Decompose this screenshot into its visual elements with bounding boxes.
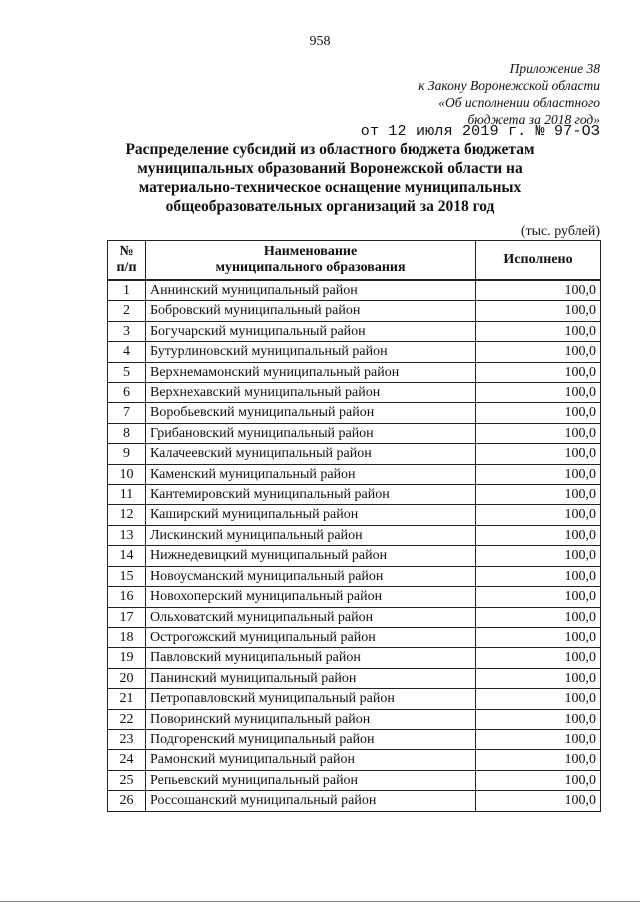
row-number: 26 bbox=[108, 791, 146, 811]
row-number: 11 bbox=[108, 485, 146, 505]
row-number: 4 bbox=[108, 342, 146, 362]
table-row bbox=[108, 668, 601, 688]
table-row bbox=[108, 403, 601, 423]
row-executed-value: 100,0 bbox=[476, 709, 601, 729]
row-executed-value: 100,0 bbox=[476, 485, 601, 505]
row-municipality-name: Лискинский муниципальный район bbox=[146, 525, 476, 545]
table-row bbox=[108, 321, 601, 341]
row-municipality-name: Рамонский муниципальный район bbox=[146, 750, 476, 770]
row-municipality-name: Богучарский муниципальный район bbox=[146, 321, 476, 341]
table-row bbox=[108, 689, 601, 709]
row-number: 10 bbox=[108, 464, 146, 484]
row-municipality-name: Нижнедевицкий муниципальный район bbox=[146, 546, 476, 566]
row-executed-value: 100,0 bbox=[476, 587, 601, 607]
row-number: 16 bbox=[108, 587, 146, 607]
header-name-line: Наименование bbox=[263, 244, 358, 259]
row-municipality-name: Поворинский муниципальный район bbox=[146, 709, 476, 729]
row-executed-value: 100,0 bbox=[476, 342, 601, 362]
row-number: 18 bbox=[108, 627, 146, 647]
row-executed-value: 100,0 bbox=[476, 362, 601, 382]
row-municipality-name: Бобровский муниципальный район bbox=[146, 301, 476, 321]
units-label: (тыс. рублей) bbox=[520, 224, 600, 239]
row-executed-value: 100,0 bbox=[476, 444, 601, 464]
table-row bbox=[108, 362, 601, 382]
row-number: 8 bbox=[108, 423, 146, 443]
page-number: 958 bbox=[309, 34, 331, 49]
row-number: 23 bbox=[108, 729, 146, 749]
row-municipality-name: Новохоперский муниципальный район bbox=[146, 587, 476, 607]
row-number: 20 bbox=[108, 668, 146, 688]
row-executed-value: 100,0 bbox=[476, 668, 601, 688]
appendix-line: Приложение 38 bbox=[509, 61, 600, 76]
table-row bbox=[108, 505, 601, 525]
row-number: 7 bbox=[108, 403, 146, 423]
row-number: 12 bbox=[108, 505, 146, 525]
header-number bbox=[108, 241, 146, 281]
row-municipality-name: Аннинский муниципальный район bbox=[146, 280, 476, 301]
row-municipality-name: Панинский муниципальный район bbox=[146, 668, 476, 688]
row-executed-value: 100,0 bbox=[476, 770, 601, 790]
header-number-line: п/п bbox=[116, 260, 137, 275]
row-municipality-name: Грибановский муниципальный район bbox=[146, 423, 476, 443]
table-row bbox=[108, 280, 601, 301]
table-row bbox=[108, 342, 601, 362]
row-number: 3 bbox=[108, 321, 146, 341]
row-municipality-name: Каменский муниципальный район bbox=[146, 464, 476, 484]
table-row bbox=[108, 546, 601, 566]
row-executed-value: 100,0 bbox=[476, 321, 601, 341]
row-municipality-name: Павловский муниципальный район bbox=[146, 648, 476, 668]
row-number: 13 bbox=[108, 525, 146, 545]
row-municipality-name: Воробьевский муниципальный район bbox=[146, 403, 476, 423]
row-municipality-name: Острогожский муниципальный район bbox=[146, 627, 476, 647]
law-date-stamp: от 12 июля 2019 г. № 97-ОЗ bbox=[360, 123, 600, 140]
header-name bbox=[146, 241, 476, 281]
row-executed-value: 100,0 bbox=[476, 729, 601, 749]
table-row bbox=[108, 607, 601, 627]
row-municipality-name: Каширский муниципальный район bbox=[146, 505, 476, 525]
table-row bbox=[108, 566, 601, 586]
table-body bbox=[108, 280, 601, 811]
table-row bbox=[108, 423, 601, 443]
table-row bbox=[108, 301, 601, 321]
table-row bbox=[108, 525, 601, 545]
page-bottom-divider bbox=[0, 901, 640, 902]
row-executed-value: 100,0 bbox=[476, 464, 601, 484]
row-executed-value: 100,0 bbox=[476, 423, 601, 443]
row-executed-value: 100,0 bbox=[476, 546, 601, 566]
row-executed-value: 100,0 bbox=[476, 403, 601, 423]
table-row bbox=[108, 729, 601, 749]
appendix-line: «Об исполнении областного bbox=[438, 95, 600, 110]
appendix-block bbox=[418, 60, 600, 128]
row-municipality-name: Верхнехавский муниципальный район bbox=[146, 383, 476, 403]
header-name-line: муниципального образования bbox=[215, 260, 406, 275]
row-municipality-name: Верхнемамонский муниципальный район bbox=[146, 362, 476, 382]
table-row bbox=[108, 464, 601, 484]
table-row bbox=[108, 750, 601, 770]
row-number: 5 bbox=[108, 362, 146, 382]
document-title: Распределение субсидий из областного бюджета бюджетам муниципальных образований Воронежской области на материально-техническое оснащение муниципальных общеобразовательных организаций за 2018 год bbox=[125, 141, 535, 215]
row-number: 25 bbox=[108, 770, 146, 790]
row-executed-value: 100,0 bbox=[476, 791, 601, 811]
header-number-line: № bbox=[119, 244, 134, 259]
row-number: 15 bbox=[108, 566, 146, 586]
row-municipality-name: Подгоренский муниципальный район bbox=[146, 729, 476, 749]
row-municipality-name: Калачеевский муниципальный район bbox=[146, 444, 476, 464]
row-number: 14 bbox=[108, 546, 146, 566]
table-row bbox=[108, 383, 601, 403]
row-municipality-name: Репьевский муниципальный район bbox=[146, 770, 476, 790]
row-municipality-name: Ольховатский муниципальный район bbox=[146, 607, 476, 627]
header-value: Исполнено bbox=[476, 241, 601, 281]
appendix-line: бюджета за 2018 год» bbox=[467, 112, 600, 127]
row-executed-value: 100,0 bbox=[476, 280, 601, 301]
row-municipality-name: Новоусманский муниципальный район bbox=[146, 566, 476, 586]
row-executed-value: 100,0 bbox=[476, 750, 601, 770]
table-row bbox=[108, 444, 601, 464]
table-row bbox=[108, 587, 601, 607]
row-executed-value: 100,0 bbox=[476, 566, 601, 586]
table-row bbox=[108, 627, 601, 647]
appendix-line: к Закону Воронежской области bbox=[418, 78, 600, 93]
row-executed-value: 100,0 bbox=[476, 525, 601, 545]
row-executed-value: 100,0 bbox=[476, 301, 601, 321]
row-number: 22 bbox=[108, 709, 146, 729]
row-municipality-name: Бутурлиновский муниципальный район bbox=[146, 342, 476, 362]
row-executed-value: 100,0 bbox=[476, 627, 601, 647]
table-row bbox=[108, 770, 601, 790]
row-number: 2 bbox=[108, 301, 146, 321]
row-number: 6 bbox=[108, 383, 146, 403]
row-number: 21 bbox=[108, 689, 146, 709]
table-header-row bbox=[108, 241, 601, 281]
row-executed-value: 100,0 bbox=[476, 383, 601, 403]
row-number: 19 bbox=[108, 648, 146, 668]
row-executed-value: 100,0 bbox=[476, 648, 601, 668]
row-executed-value: 100,0 bbox=[476, 505, 601, 525]
table-row bbox=[108, 648, 601, 668]
row-number: 24 bbox=[108, 750, 146, 770]
row-number: 9 bbox=[108, 444, 146, 464]
row-executed-value: 100,0 bbox=[476, 607, 601, 627]
table-row bbox=[108, 709, 601, 729]
row-municipality-name: Россошанский муниципальный район bbox=[146, 791, 476, 811]
subsidy-table bbox=[107, 240, 601, 812]
table-row bbox=[108, 791, 601, 811]
table-row bbox=[108, 485, 601, 505]
row-municipality-name: Кантемировский муниципальный район bbox=[146, 485, 476, 505]
row-number: 1 bbox=[108, 280, 146, 301]
row-municipality-name: Петропавловский муниципальный район bbox=[146, 689, 476, 709]
row-number: 17 bbox=[108, 607, 146, 627]
row-executed-value: 100,0 bbox=[476, 689, 601, 709]
